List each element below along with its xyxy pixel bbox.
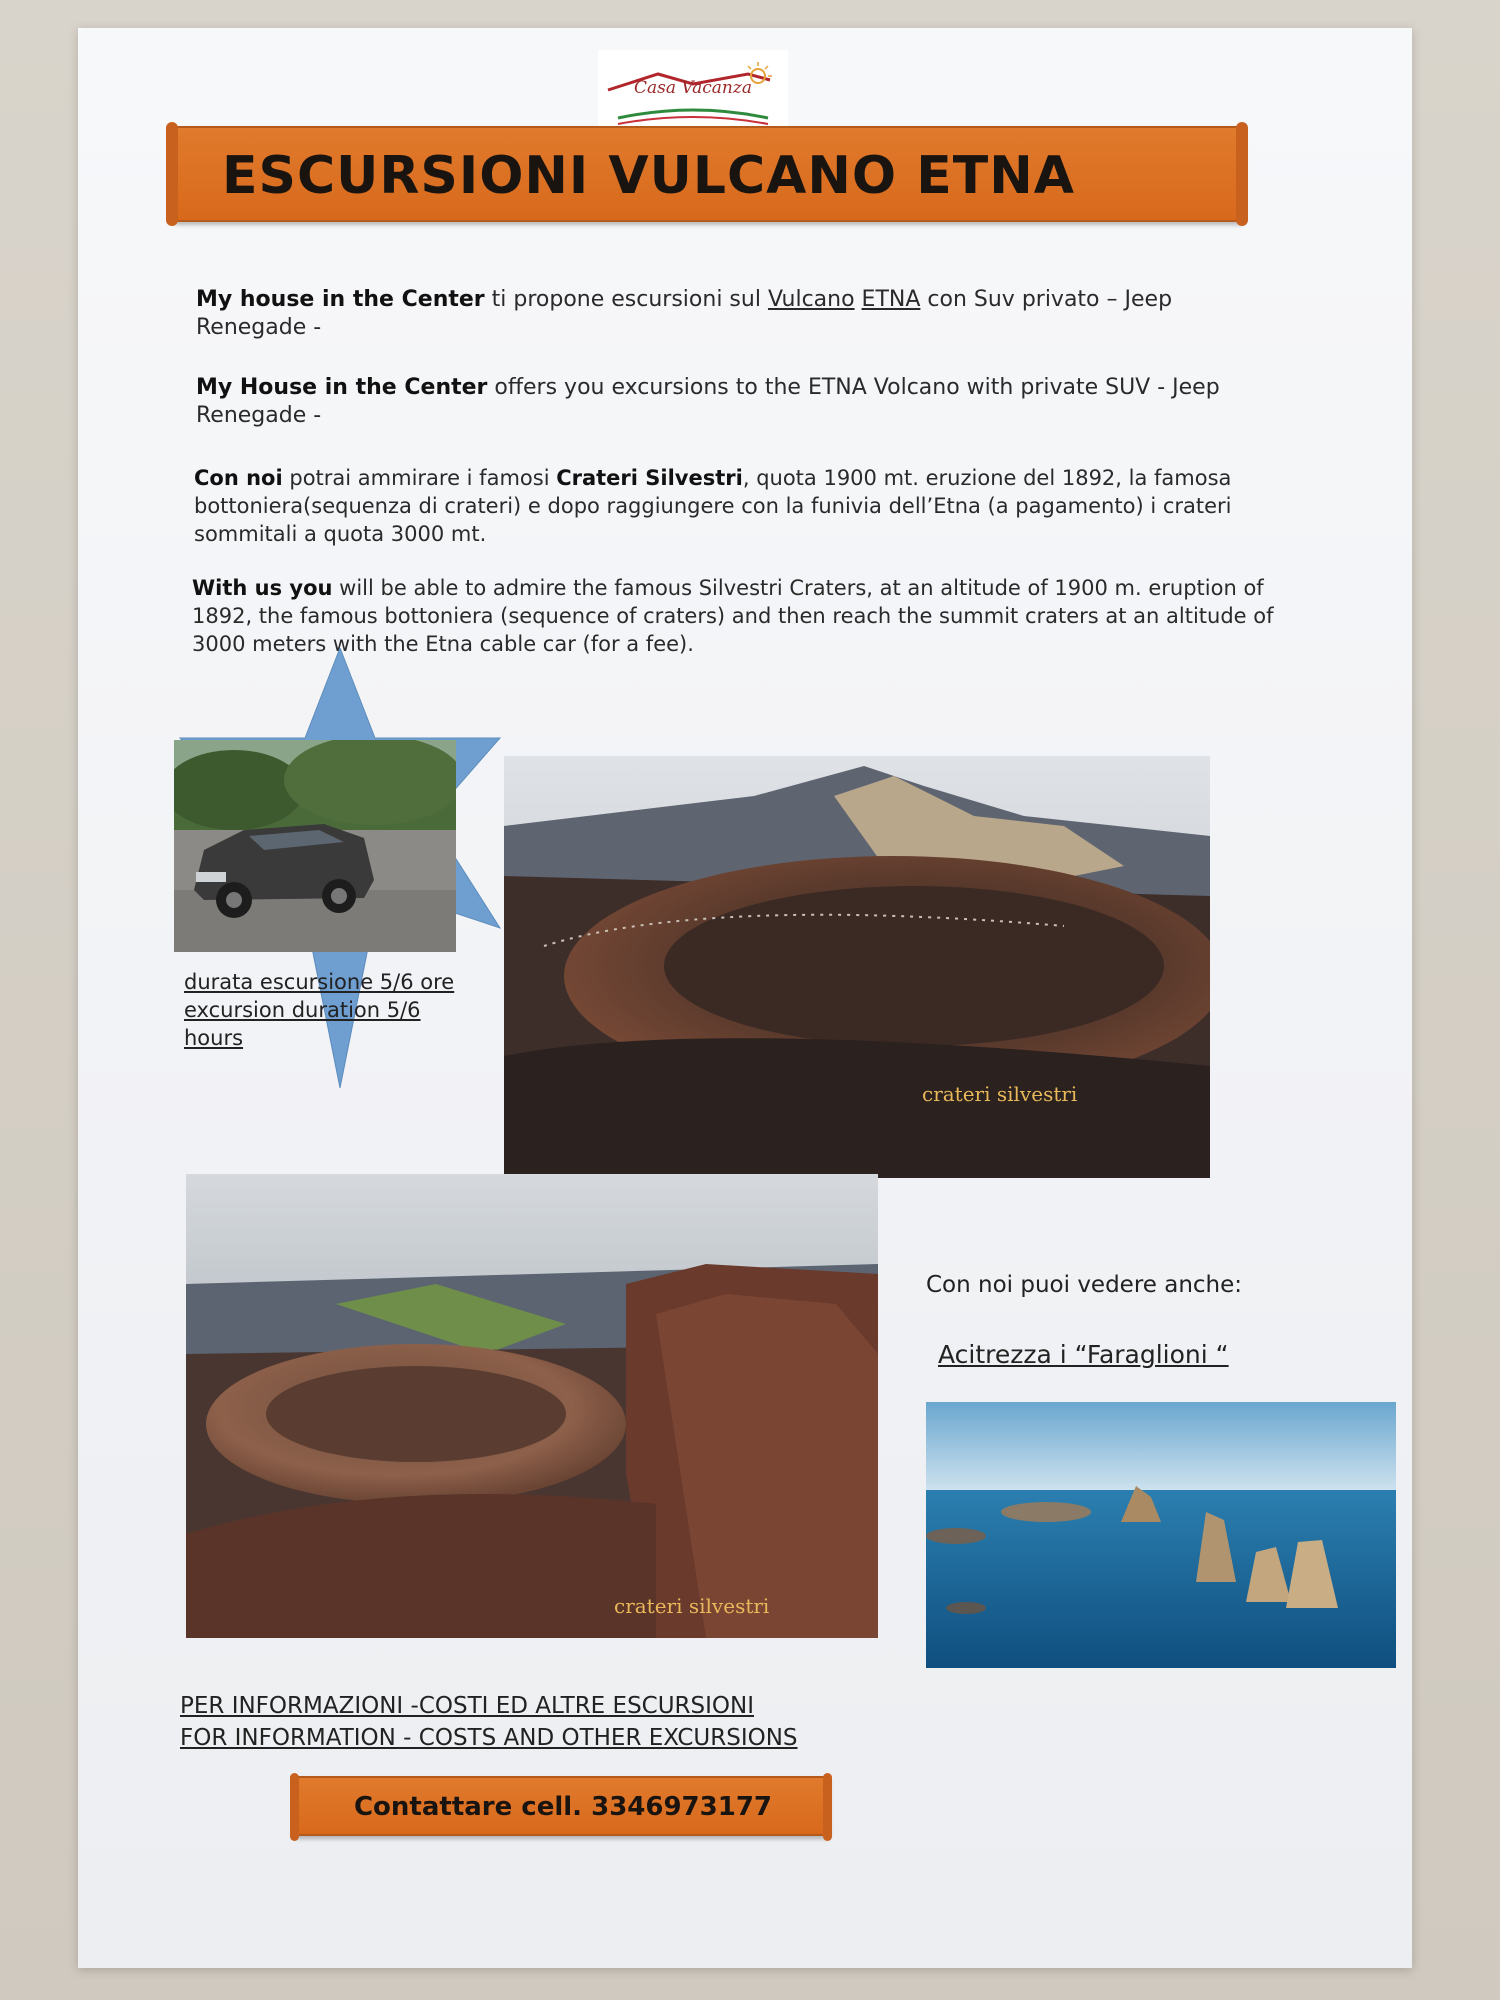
- craters-name: Crateri Silvestri: [556, 466, 743, 490]
- contact-banner: [294, 1776, 828, 1836]
- logo-text: Casa Vacanza: [634, 78, 752, 98]
- intro-text: ti propone escursioni sul: [484, 287, 768, 312]
- flyer-sheet: [78, 28, 1412, 1968]
- duration-en: excursion duration 5/6 hours: [184, 998, 421, 1050]
- duration-caption: [184, 968, 474, 1052]
- acitrezza-link: Acitrezza i “Faraglioni “: [938, 1340, 1229, 1369]
- title-banner: [172, 126, 1242, 222]
- faraglioni-photo: [926, 1402, 1396, 1668]
- brand-name-en: My House in the Center: [196, 375, 488, 400]
- crater-label-top: crateri silvestri: [922, 1082, 1078, 1106]
- details-en-text: will be able to admire the famous Silvestri Craters, at an altitude of 1900 m. eruption of 1892, the famous bottoniera (sequence of craters) and then reach the summit craters at an altitude of 3000 meters with the Etna cable car (for a fee).: [192, 576, 1274, 656]
- contact-phone: Contattare cell. 3346973177: [353, 1792, 773, 1822]
- intro-paragraph-it: [196, 286, 1276, 342]
- details-lead-en: With us you: [192, 576, 333, 600]
- details-paragraph-it: [194, 464, 1274, 548]
- details-text-end: , quota 1900 mt. eruzione del 1892, la famosa bottoniera(sequenza di crateri) e dopo raggiungere con la funivia dell’Etna (a pagamento) i crateri sommitali a quota 3000 mt.: [194, 466, 1232, 546]
- intro-text-end: con Suv privato – Jeep Renegade -: [196, 287, 1173, 340]
- casa-vacanza-logo: [598, 50, 788, 132]
- crater-photo-top: [504, 756, 1210, 1178]
- vulcano-word: Vulcano: [767, 287, 855, 312]
- info-it: PER INFORMAZIONI -COSTI ED ALTRE ESCURSIONI: [180, 1693, 755, 1719]
- details-lead: Con noi: [194, 466, 283, 490]
- etna-word: ETNA: [861, 287, 921, 312]
- info-en: FOR INFORMATION - COSTS AND OTHER EXCURSIONS: [180, 1725, 798, 1751]
- also-see-text: Con noi puoi vedere anche:: [926, 1272, 1243, 1298]
- details-paragraph-en: [192, 574, 1282, 658]
- intro-en-text: offers you excursions to the ETNA Volcano with private SUV - Jeep Renegade -: [196, 375, 1220, 428]
- page-title: ESCURSIONI VULCANO ETNA: [222, 146, 1075, 206]
- intro-paragraph-en: [196, 374, 1276, 430]
- brand-name: My house in the Center: [196, 287, 485, 312]
- info-section: [180, 1690, 798, 1754]
- jeep-photo: [174, 740, 456, 952]
- details-text: potrai ammirare i famosi: [282, 466, 557, 490]
- crater-label-bottom: crateri silvestri: [614, 1594, 770, 1618]
- crater-photo-bottom: [186, 1174, 878, 1638]
- duration-it: durata escursione 5/6 ore: [184, 970, 455, 994]
